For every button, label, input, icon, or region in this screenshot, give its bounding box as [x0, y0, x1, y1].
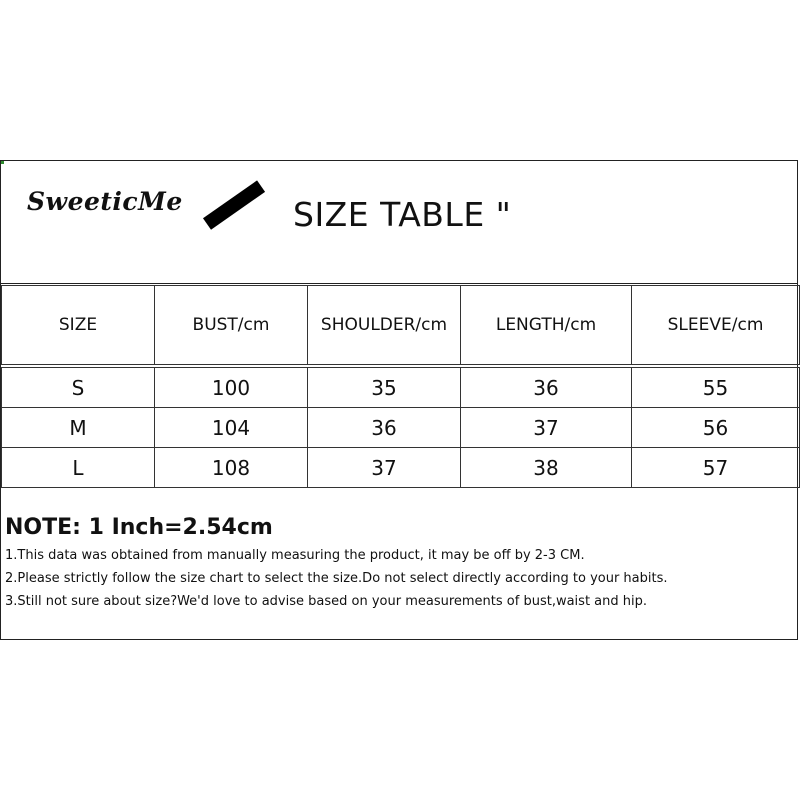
table-row — [2, 408, 800, 448]
shoulder-cell: 37 — [308, 448, 461, 488]
bust-cell: 108 — [155, 448, 308, 488]
size-chart-frame — [0, 160, 798, 640]
table-row — [2, 448, 800, 488]
note-line-1: 1.This data was obtained from manually measuring the product, it may be off by 2-3 CM. — [5, 548, 585, 563]
size-cell: S — [2, 368, 155, 408]
column-header-bust: BUST/cm — [155, 286, 308, 365]
column-header-size: SIZE — [2, 286, 155, 365]
page-title: SIZE TABLE " — [293, 195, 512, 234]
bust-cell: 104 — [155, 408, 308, 448]
shoulder-cell: 35 — [308, 368, 461, 408]
table-row — [2, 368, 800, 408]
bust-cell: 100 — [155, 368, 308, 408]
notes-section — [5, 515, 795, 617]
column-header-shoulder: SHOULDER/cm — [308, 286, 461, 365]
note-line-3: 3.Still not sure about size?We'd love to advise based on your measurements of bust,waist and hip. — [5, 594, 647, 609]
length-cell: 36 — [461, 368, 632, 408]
chart-header — [1, 161, 797, 284]
size-cell: M — [2, 408, 155, 448]
brand-logo: SweeticMe — [27, 187, 183, 216]
shoulder-cell: 36 — [308, 408, 461, 448]
column-header-sleeve: SLEEVE/cm — [632, 286, 800, 365]
size-table — [1, 285, 800, 488]
size-cell: L — [2, 448, 155, 488]
note-title: NOTE: 1 Inch=2.54cm — [5, 515, 273, 540]
sleeve-cell: 57 — [632, 448, 800, 488]
length-cell: 38 — [461, 448, 632, 488]
sleeve-cell: 56 — [632, 408, 800, 448]
sleeve-cell: 55 — [632, 368, 800, 408]
note-line-2: 2.Please strictly follow the size chart to select the size.Do not select directly according to your habits. — [5, 571, 668, 586]
length-cell: 37 — [461, 408, 632, 448]
decorative-slash — [203, 180, 265, 229]
column-header-length: LENGTH/cm — [461, 286, 632, 365]
table-header-row — [2, 286, 800, 365]
